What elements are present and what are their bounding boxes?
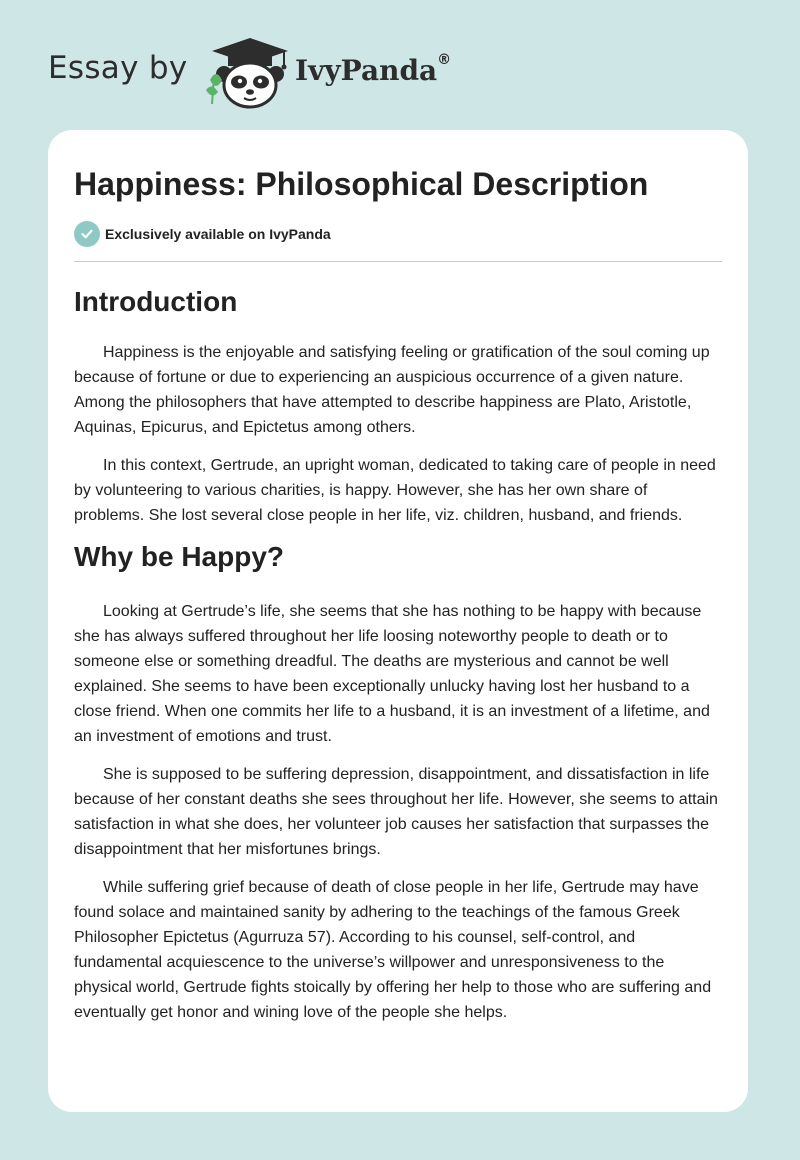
- paragraph: Looking at Gertrude’s life, she seems that she has nothing to be happy with because she has always suffered throughout her life loosing noteworthy people to death or to someone else or something dreadful. The deaths are mysterious and cannot be well explained. She seems to have been exceptionally unlucky having lost her husband to a close friend. When one commits her life to a husband, it is an investment of a lifetime, and an investment of emotions and trust.: [74, 603, 710, 745]
- divider: [74, 261, 722, 262]
- badge-label: Exclusively available on IvyPanda: [105, 226, 331, 242]
- paragraph: Happiness is the enjoyable and satisfying feeling or gratification of the soul coming up because of fortune or due to experiencing an auspicious occurrence of a given nature. Among the philosophers that have attempted to describe happiness are Plato, Aristotle, Aquinas, Epicurus, and Epictetus among others.: [74, 344, 710, 436]
- registered-mark: ®: [437, 52, 452, 68]
- paragraph: She is supposed to be suffering depression, disappointment, and dissatisfaction in life because of her constant deaths she sees throughout her life. However, she seems to attain satisfaction in what she does, her volunteer job causes her satisfaction that surpasses the disappointment that her misfortunes brings.: [74, 766, 718, 858]
- essay-card: [48, 130, 748, 1112]
- brand-name[interactable]: [295, 54, 451, 87]
- brand-text: IvyPanda: [295, 54, 438, 87]
- panda-logo-icon[interactable]: [200, 34, 300, 110]
- page-title: Happiness: Philosophical Description: [74, 166, 649, 202]
- check-icon: [74, 221, 100, 247]
- site-header: [48, 34, 748, 114]
- paragraph: While suffering grief because of death of close people in her life, Gertrude may have found solace and maintained sanity by adhering to the teachings of the famous Greek Philosopher Epictetus (Agurruza 57). According to his counsel, self-control, and fundamental acquiescence to the universe’s willpower and unresponsiveness to the physical world, Gertrude fights stoically by offering her help to those who are suffering and eventually get honor and wining love of the people she helps.: [74, 879, 712, 1021]
- exclusive-badge: [74, 221, 331, 247]
- section-heading-introduction: Introduction: [74, 286, 238, 317]
- essay-body: [74, 286, 722, 1038]
- paragraph: In this context, Gertrude, an upright woman, dedicated to taking care of people in need by volunteering to various charities, is happy. However, she has her own share of problems. She lost several close people in her life, viz. children, husband, and friends.: [74, 457, 716, 524]
- section-heading-why-be-happy: Why be Happy?: [74, 541, 285, 572]
- essay-by-label: Essay by: [48, 50, 188, 86]
